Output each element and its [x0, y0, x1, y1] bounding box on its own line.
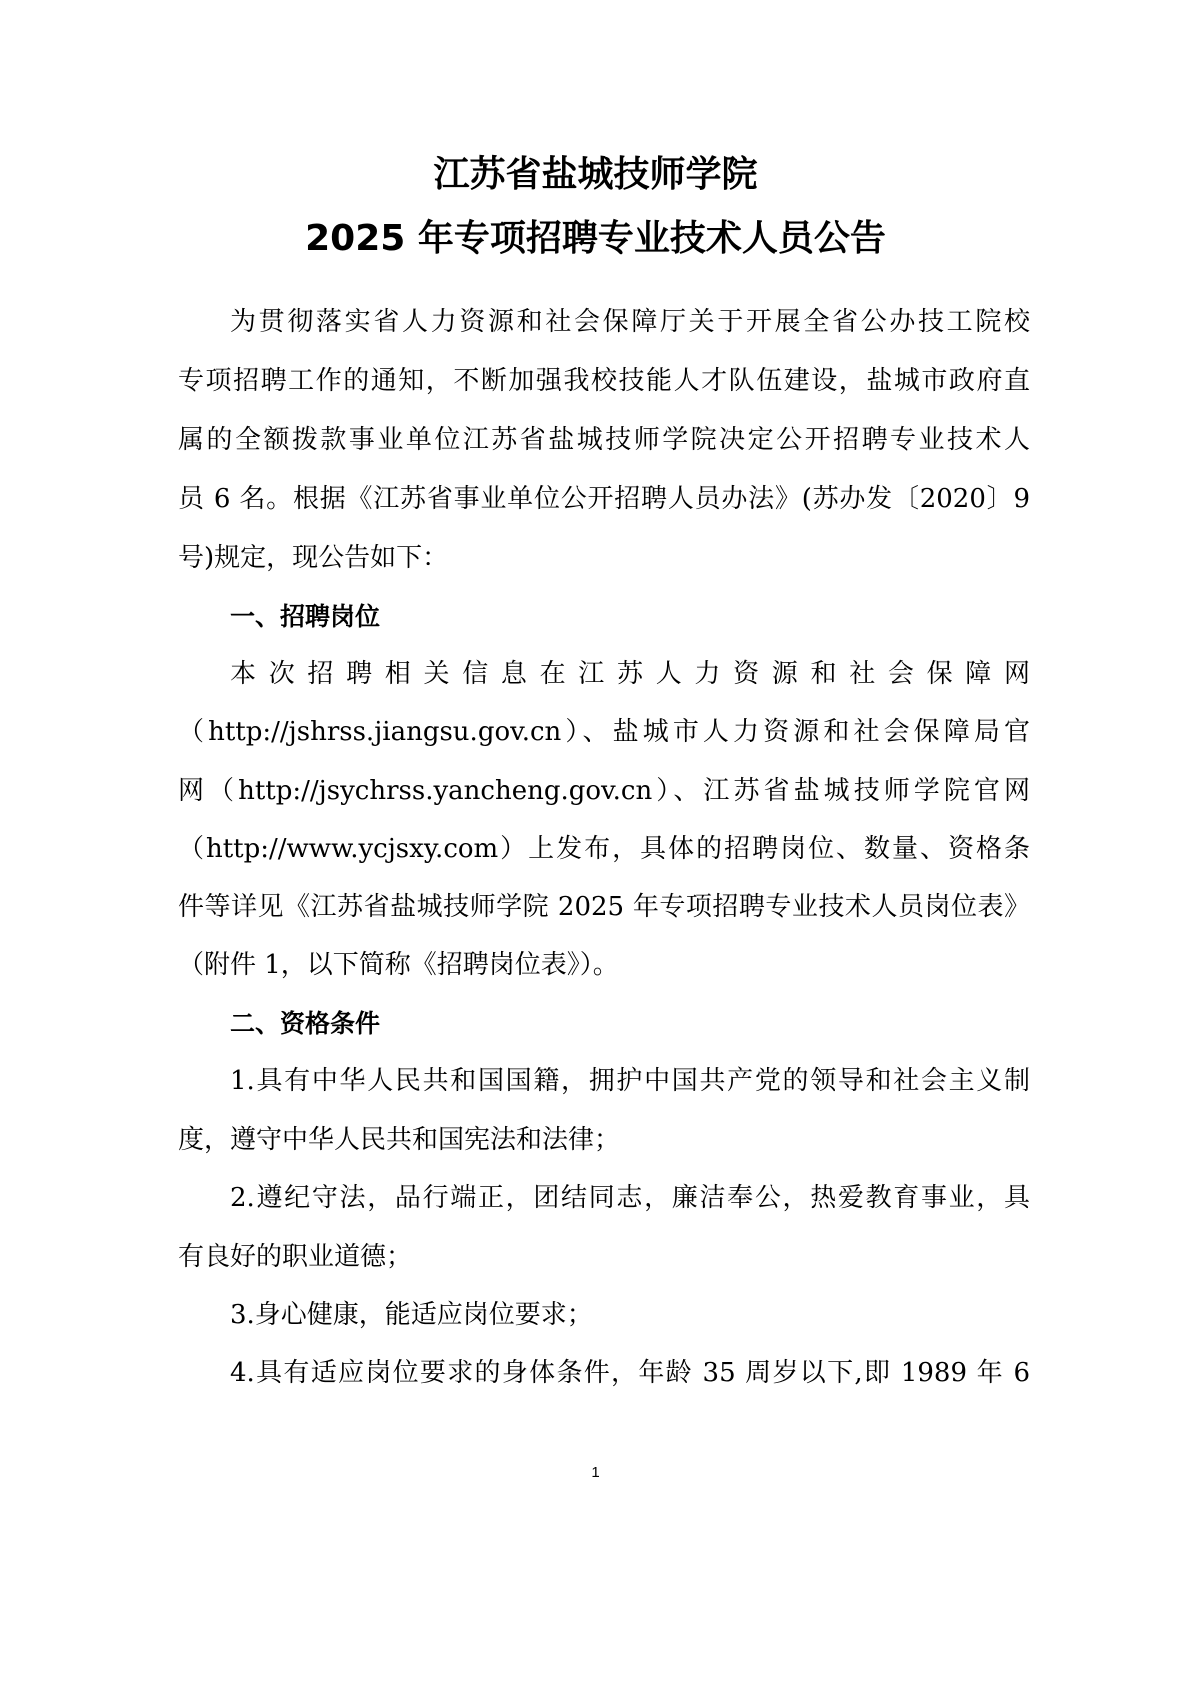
intro-line: 属的全额拨款事业单位江苏省盐城技师学院决定公开招聘专业技术人 — [178, 425, 1030, 455]
section1-line: 网（http://jsychrss.yancheng.gov.cn）、江苏省盐城技师学院官网 — [178, 776, 1030, 806]
item1-line: 度，遵守中华人民共和国宪法和法律； — [178, 1125, 621, 1155]
item1-line: 1.具有中华人民共和国国籍，拥护中国共产党的领导和社会主义制 — [230, 1066, 1030, 1096]
item2-line: 有良好的职业道德； — [178, 1242, 413, 1272]
section2-heading: 二、资格条件 — [230, 1009, 381, 1038]
section1-line: 件等详见《江苏省盐城技师学院 2025 年专项招聘专业技术人员岗位表》 — [178, 892, 1030, 922]
page-number: 1 — [591, 1464, 600, 1481]
section1-line: （附件 1，以下简称《招聘岗位表》）。 — [178, 950, 619, 980]
section1-line: （http://jshrss.jiangsu.gov.cn）、盐城市人力资源和社会保障局官 — [178, 717, 1030, 747]
intro-line: 员 6 名。根据《江苏省事业单位公开招聘人员办法》(苏办发〔2020〕9 — [178, 484, 1030, 514]
document-title-line2: 2025 年专项招聘专业技术人员公告 — [305, 218, 886, 259]
item4-line: 4.具有适应岗位要求的身体条件，年龄 35 周岁以下,即 1989 年 6 — [230, 1358, 1030, 1388]
intro-line: 专项招聘工作的通知，不断加强我校技能人才队伍建设，盐城市政府直 — [178, 366, 1030, 396]
intro-line: 为贯彻落实省人力资源和社会保障厅关于开展全省公办技工院校 — [230, 307, 1030, 337]
section1-line: 本 次 招 聘 相 关 信 息 在 江 苏 人 力 资 源 和 社 会 保 障 网 — [230, 659, 1030, 689]
item2-line: 2.遵纪守法，品行端正，团结同志，廉洁奉公，热爱教育事业，具 — [230, 1183, 1030, 1213]
document-title-line1: 江苏省盐城技师学院 — [433, 154, 758, 195]
item3-line: 3.身心健康，能适应岗位要求； — [230, 1300, 593, 1330]
section1-line: （http://www.ycjsxy.com）上发布，具体的招聘岗位、数量、资格条 — [178, 834, 1030, 864]
section1-heading: 一、招聘岗位 — [230, 602, 381, 631]
intro-line: 号)规定，现公告如下： — [178, 543, 449, 573]
